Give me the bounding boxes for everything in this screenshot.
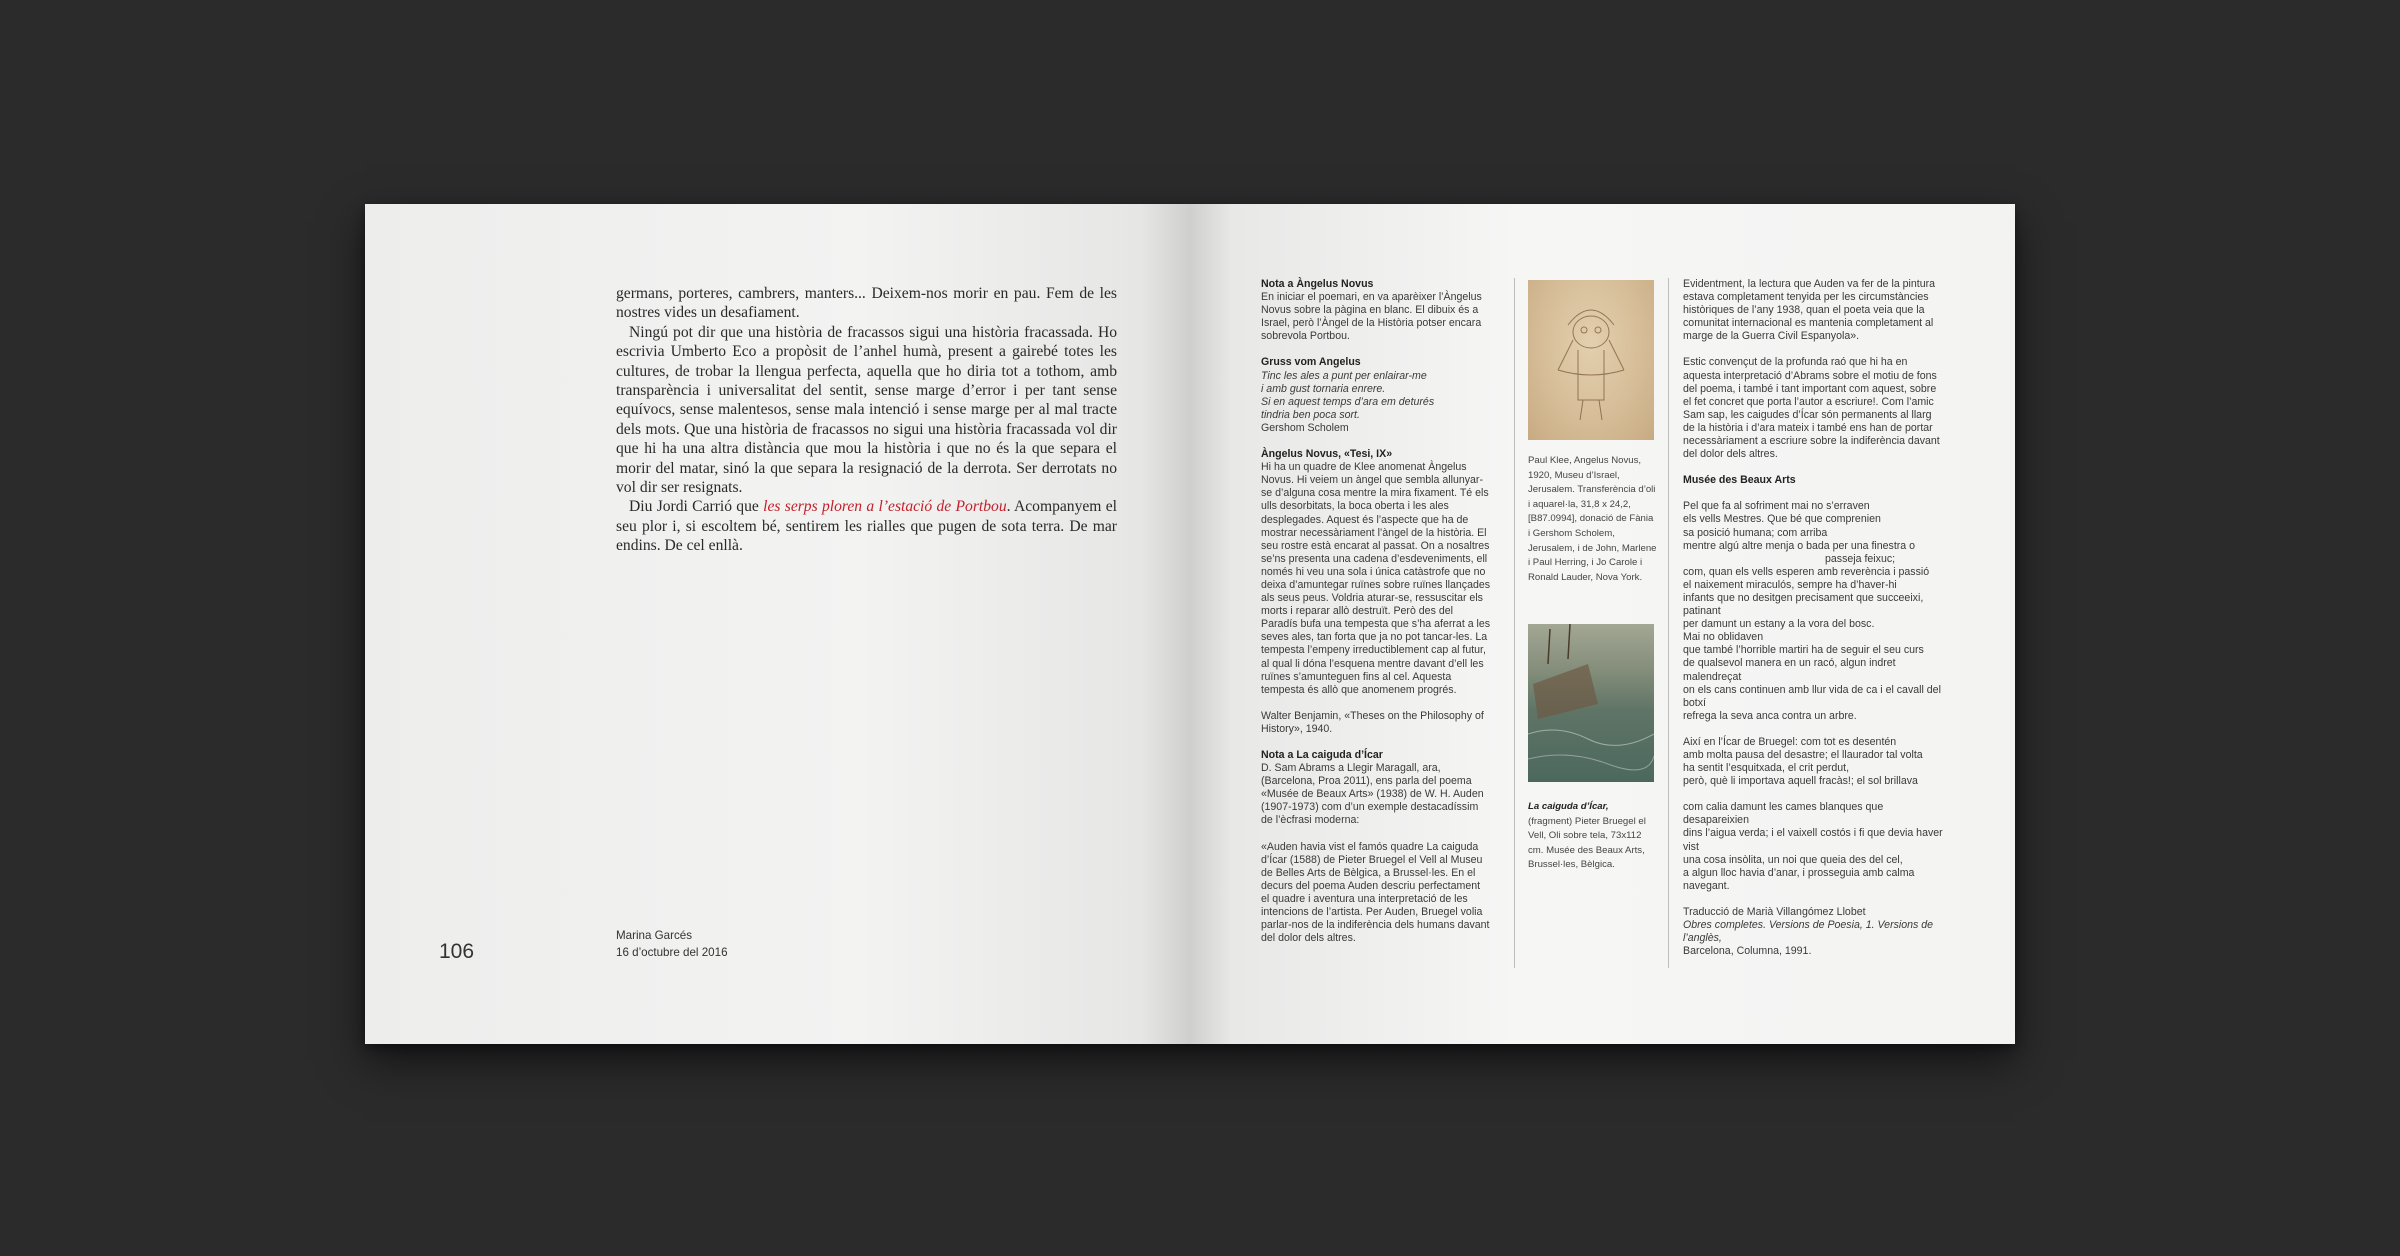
poem-line: amb molta pausa del desastre; el llaurador tal volta — [1683, 749, 1923, 761]
poem-line: Si en aquest temps d’ara em deturés — [1261, 395, 1435, 408]
poem-line: on els cans continuen amb llur vida de ca i el cavall del botxí — [1683, 683, 1941, 709]
translation-credit — [1683, 906, 1945, 958]
signature-block — [616, 928, 728, 961]
poem-line: de qualsevol manera en un racó, algun indret malendreçat — [1683, 657, 1896, 683]
highlighted-quote: les serps ploren a l’estació de Portbou — [763, 498, 1007, 516]
left-page — [365, 204, 1190, 1044]
note-text: Hi ha un quadre de Klee anomenat Àngelus Novus. Hi veiem un àngel que sembla allunyar-se d’alguna cosa mentre la mira fixament. Té els ulls desorbitats, la boca oberta i les ales desplegades. Aquest és l’aspecte que ha de mostrar necessàriament l’àngel de la història. El seu rostre està encarat al passat. On a nosaltres se’ns presenta una cadena d’esdeveniments, ell només hi veu una sola i única catàstrofe que no deixa d’amuntegar ruïnes sobre ruïnes llançades als seus peus. Voldria aturar-se, ressuscitar els morts i reparar allò destruït. Però des del Paradís bufa una tempesta que s’ha aferrat a les seves ales, tan forta que ja no pot tancar-les. La tempesta l’empeny irreductiblement cap al futur, al qual li dóna l’esquena mentre davant d’ell les ruïnes s’amunteguen fins al cel. Aquesta tempesta és allò que anomenem progrés. — [1261, 461, 1491, 696]
commentary-paragraph: Estic convençut de la profunda raó que hi ha en aquesta interpretació d’Abrams sobre el motiu de fons del poema, i també i tant important com aquest, sobre el fet concret que porta l’autor a escriure!. Com l’amic Sam sap, les caigudes d’Ícar són permanents al llarg de la història i d’ara mateix i també ens han de portar necessàriament a escriure sobre la indiferència davant del dolor dels altres. — [1683, 356, 1940, 461]
page-number: 106 — [439, 940, 475, 963]
column-divider — [1514, 278, 1515, 968]
poem-line: els vells Mestres. Que bé que comprenien — [1683, 513, 1881, 526]
note-heading: Nota a La caiguda d’Ícar — [1261, 749, 1383, 761]
poem-line: Així en l’Ícar de Bruegel: com tot es desentén — [1683, 735, 1897, 748]
poem-line: a algun lloc havia d’anar, i prosseguia amb calma navegant. — [1683, 866, 1915, 892]
note-heading: Àngelus Novus, «Tesi, IX» — [1261, 448, 1393, 461]
poem-line: però, què li importava aquell fracàs!; el sol brillava — [1683, 775, 1918, 788]
poem-heading: Musée des Beaux Arts — [1683, 474, 1796, 487]
note-text: En iniciar el poemari, en va aparèixer l’Àngelus Novus sobre la pàgina en blanc. El dibuix és a Israel, però l’Àngel de la Història potser encara sobrevola Portbou. — [1261, 291, 1482, 343]
poem-line: infants que no desitgen precisament que succeeixi, patinant — [1683, 591, 1924, 618]
poem-line: tindria ben poca sort. — [1261, 408, 1360, 421]
essay-paragraph: Ningú pot dir que una història de fracassos sigui una història fracassada. Ho escrivia Umberto Eco a propòsit de l’anhel humà, present a gairebé totes les cultures, de trobar la llengua perfecta, aquella que ho diria tot a tothom, amb transparència i universalitat del sentit, sense marge d’error i per tant sense equívocs, sense malentesos, sense mala intenció i sense marge per al mal tracte dels mots. Que una història de fracassos no sigui una història fracassada vol dir que hi ha una altra distància que mou la història i que no és la que separa el morir del matar, sinó la que separa la resignació de la derrota. Ser derrotats no vol dir ser resignats. — [616, 323, 1117, 497]
text-fragment: . Acompanyem el seu plor i, si escoltem bé, sentirem les rialles que pugen de sota terra. De mar endins. De cel enllà. — [616, 498, 1117, 555]
caption-title: La caiguda d’Ícar, — [1528, 801, 1609, 812]
poem-stanza — [1683, 736, 1945, 788]
poem-line: Pel que fa al sofriment mai no s’erraven — [1683, 500, 1870, 513]
essay-text — [616, 284, 1117, 556]
fall-of-icarus-image — [1528, 624, 1654, 782]
image-caption: Paul Klee, Angelus Novus, 1920, Museu d’Israel, Jerusalem. Transferència d’oli i aquarel·la, 31,8 x 24,2, [B87.0994], donació de Fània i Gershom Scholem, Jerusalem, i de John, Marlene i Paul Herring, i Jo Carole i Ronald Lauder, Nova York. — [1528, 455, 1657, 583]
poem-line: una cosa insòlita, un noi que queia des del cel, — [1683, 853, 1903, 866]
poem-stanza — [1683, 500, 1945, 723]
author-name: Marina Garcés — [616, 929, 693, 942]
caption-text: (fragment) Pieter Bruegel el Vell, Oli sobre tela, 73x112 cm. Musée des Beaux Arts, Brussel·les, Bèlgica. — [1528, 815, 1646, 871]
essay-paragraph: germans, porteres, cambrers, manters... Deixem-nos morir en pau. Fem de les nostres vides un desafiament. — [616, 285, 1117, 322]
source-title: Obres completes. Versions de Poesia, 1. Versions de l’anglès, — [1683, 919, 1934, 945]
note-quote: «Auden havia vist el famós quadre La caiguda d’Ícar (1588) de Pieter Bruegel el Vell al Museu de Belles Arts de Bèlgica, a Brussel·les. En el decurs del poema Auden descriu perfectament el quadre i aventura una interpretació de les intencions de l’artista. Per Auden, Bruegel volia parlar-nos de la indiferència dels humans davant del dolor dels altres. — [1261, 840, 1490, 945]
note-text: D. Sam Abrams a Llegir Maragall, ara, (Barcelona, Proa 2011), ens parla del poema «Musée de Beaux Arts» (1938) de W. H. Auden (1907-1973) com d’un exemple destacadíssim de l’ècfrasi moderna: — [1261, 762, 1484, 827]
poem-line: com calia damunt les cames blanques que desapareixien — [1683, 801, 1884, 827]
poem-line: el naixement miraculós, sempre ha d’haver-hi — [1683, 578, 1897, 591]
poem-line: refrega la seva anca contra un arbre. — [1683, 709, 1857, 722]
translator: Traducció de Marià Villangómez Llobet — [1683, 905, 1866, 918]
poem-line: passeja feixuc; — [1825, 552, 1896, 565]
poem-line: Mai no oblidaven — [1683, 631, 1764, 644]
commentary-paragraph: Evidentment, la lectura que Auden va fer de la pintura estava completament tenyida per les circumstàncies històriques de l’any 1938, quan el poeta veia que la comunitat internacional es mantenia completament al marge de la Guerra Civil Espanyola». — [1683, 278, 1936, 343]
note-source: Walter Benjamin, «Theses on the Philosophy of History», 1940. — [1261, 709, 1484, 735]
essay-paragraph-last — [616, 497, 1117, 555]
ship-icon — [1528, 624, 1654, 782]
poem-line: i amb gust tornaria enrere. — [1261, 382, 1386, 395]
text-fragment: Diu Jordi Carrió que — [629, 498, 764, 516]
poem-line: dins l’aigua verda; i el vaixell costós i fi que devia haver vist — [1683, 827, 1943, 853]
angelus-novus-image — [1528, 280, 1654, 440]
note-heading: Nota a Àngelus Novus — [1261, 278, 1374, 290]
source-publisher: Barcelona, Columna, 1991. — [1683, 945, 1812, 958]
poem-stanza — [1683, 801, 1945, 893]
poem-line: sa posició humana; com arriba — [1683, 526, 1828, 539]
essay-date: 16 d’octubre del 2016 — [616, 945, 728, 959]
poem-line: com, quan els vells esperen amb reverència i passió — [1683, 565, 1930, 578]
poem-line: per damunt un estany a la vora del bosc. — [1683, 618, 1875, 631]
poem-heading: Gruss vom Angelus — [1261, 356, 1361, 369]
angel-figure-icon — [1528, 280, 1654, 440]
column-divider — [1668, 278, 1669, 968]
image-caption — [1528, 800, 1658, 873]
poem-line: que també l’horrible martiri ha de seguir el seu curs — [1683, 644, 1924, 657]
poem-line: mentre algú altre menja o bada per una finestra o — [1683, 539, 1916, 552]
commentary-column — [1683, 278, 1945, 971]
poem-line: ha sentit l’esquitxada, el crit perdut, — [1683, 762, 1850, 775]
poem-author: Gershom Scholem — [1261, 421, 1349, 434]
poem-line: Tinc les ales a punt per enlairar-me — [1261, 369, 1427, 382]
notes-column — [1261, 278, 1491, 958]
